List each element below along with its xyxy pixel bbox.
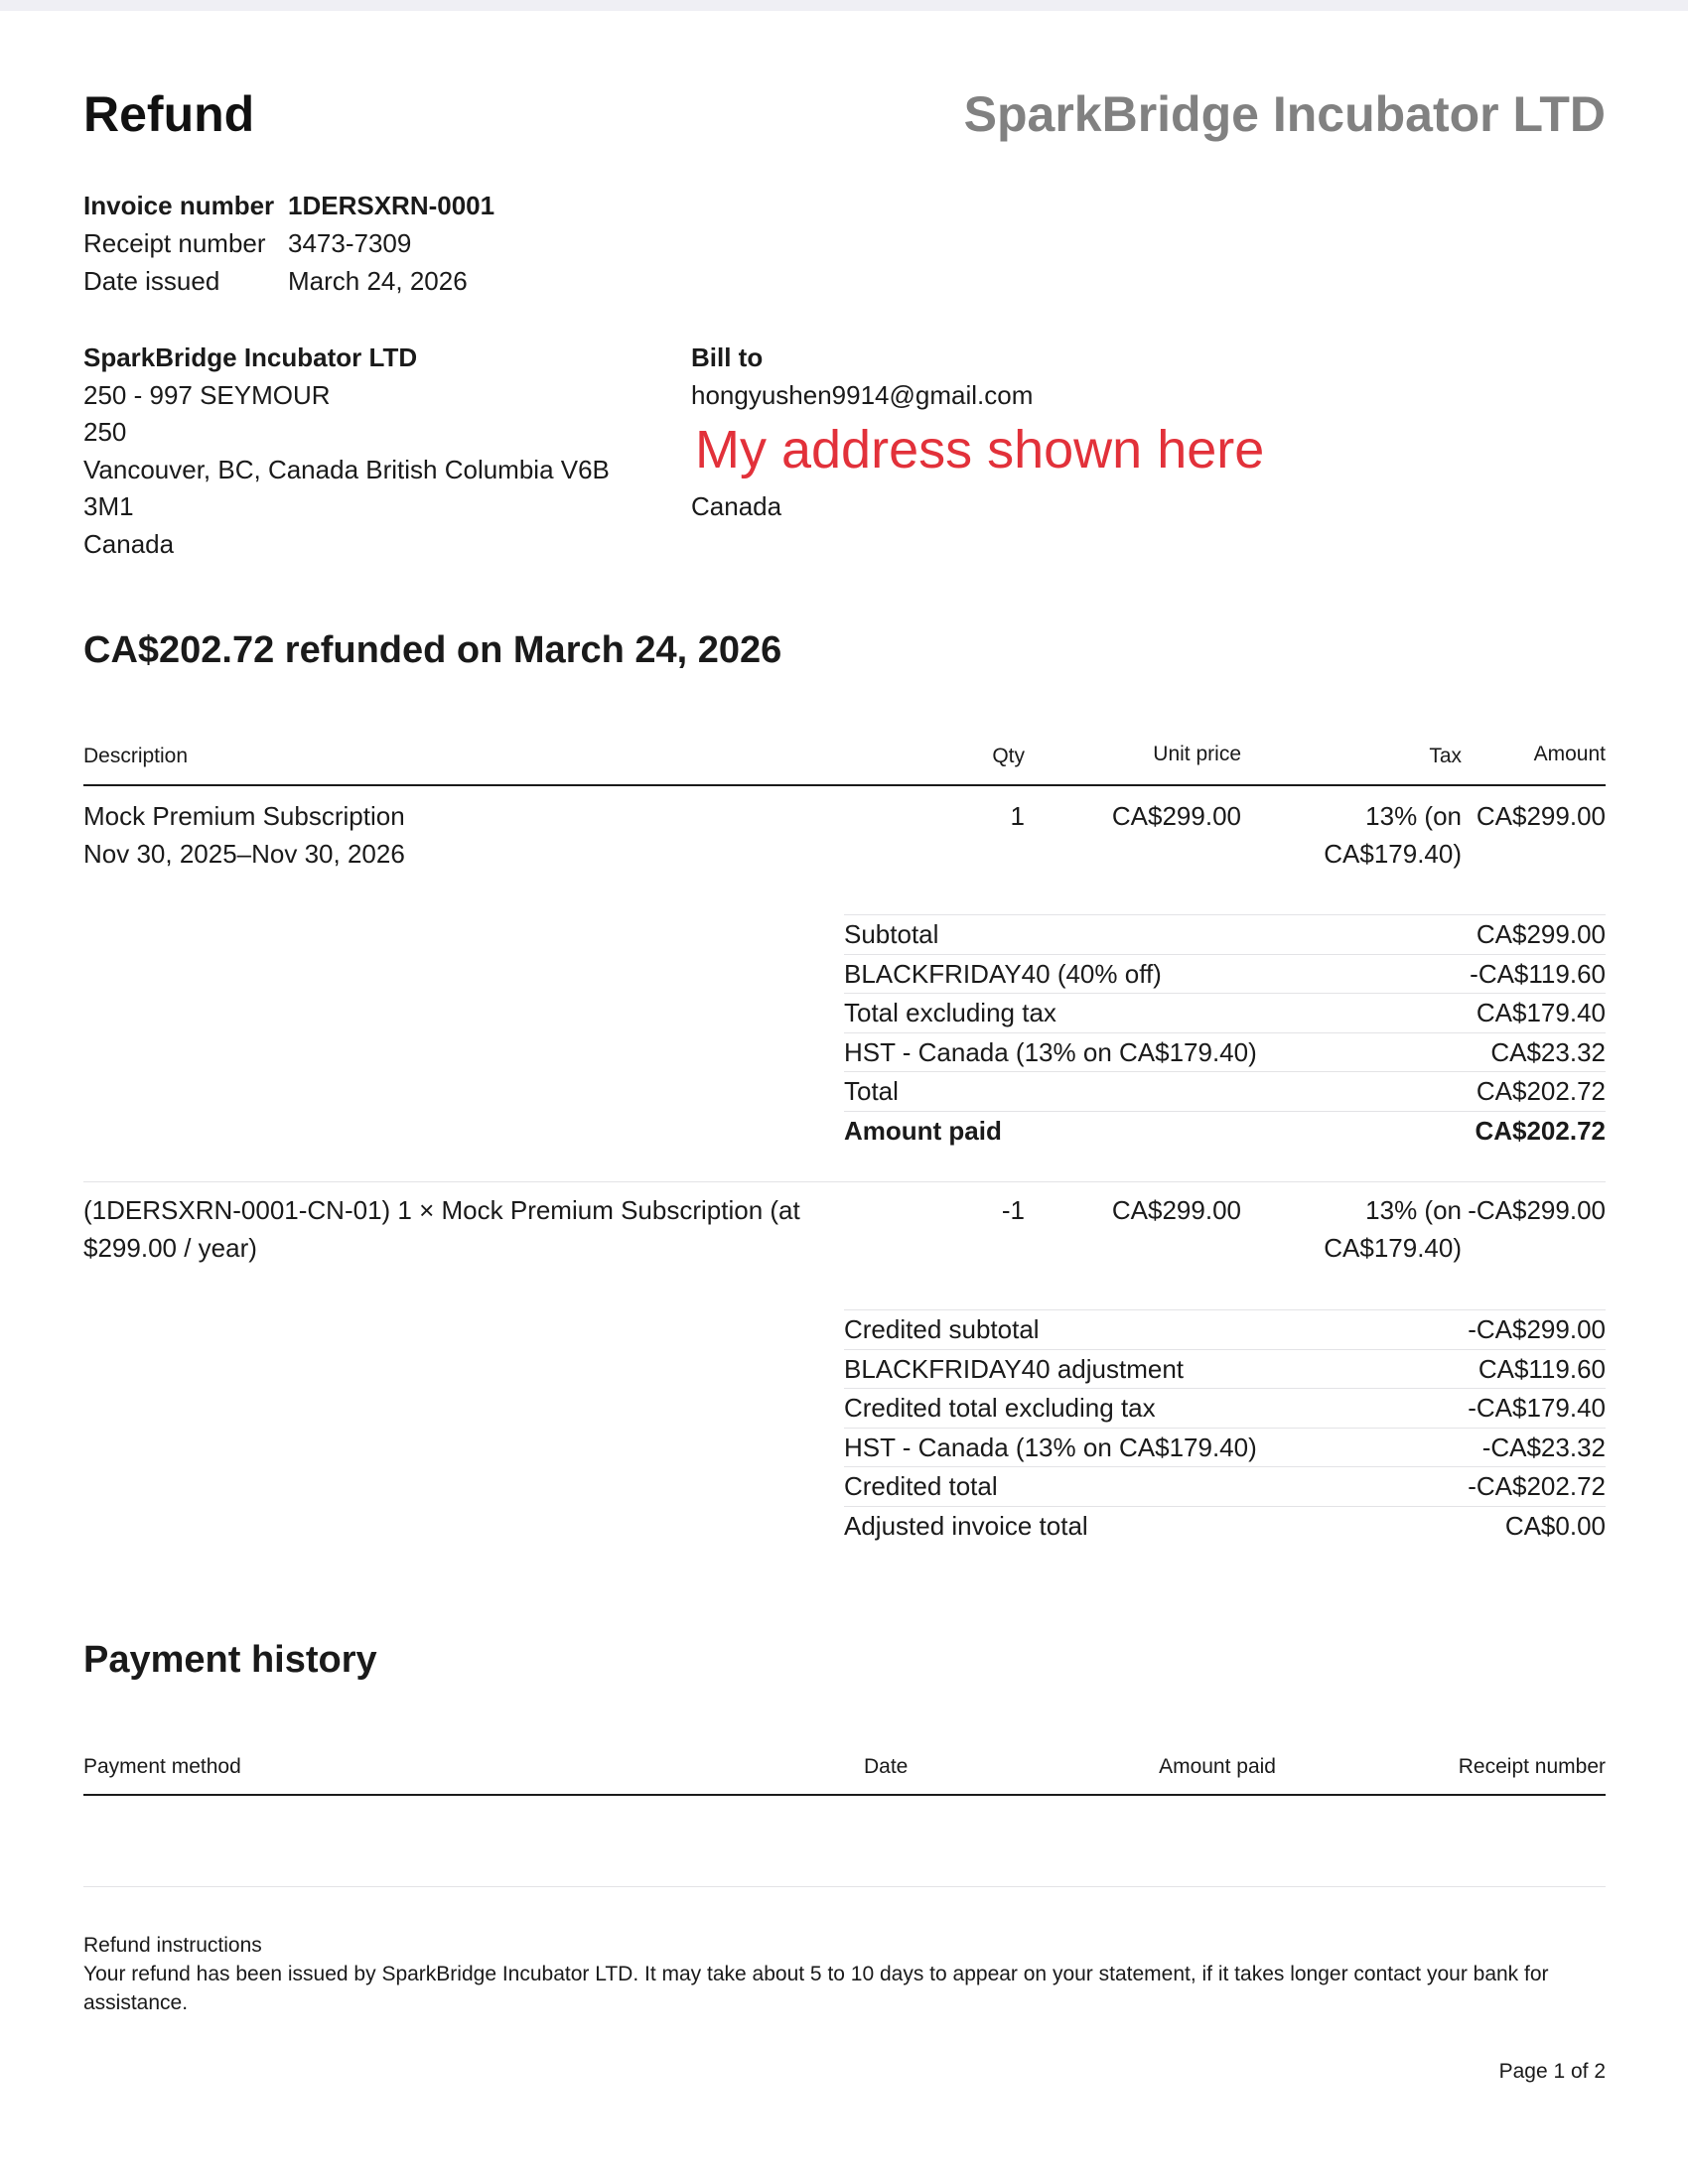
credit-label: Credited total [844, 1471, 998, 1501]
section-divider [83, 1181, 1606, 1182]
refund-instructions-heading: Refund instructions [83, 1934, 262, 1957]
meta-row-date-issued [83, 262, 494, 300]
totals-row-total [844, 1071, 1606, 1111]
page-indicator: Page 1 of 2 [1498, 2060, 1606, 2083]
credit-value: -CA$202.72 [1468, 1471, 1606, 1501]
meta-label: Receipt number [83, 228, 266, 258]
totals-value: -CA$119.60 [1470, 959, 1606, 989]
document-meta [83, 187, 494, 300]
totals-value: CA$202.72 [1476, 1076, 1606, 1106]
address-redaction-note: My address shown here [695, 420, 1265, 479]
totals-label: Total excluding tax [844, 998, 1056, 1027]
totals-label: Subtotal [844, 919, 939, 949]
line-item-description: Mock Premium Subscription [83, 801, 405, 831]
line-item-tax: 13% (on [1365, 801, 1462, 831]
credit-row-adjusted-invoice-total [844, 1506, 1606, 1546]
payment-col-receipt-number: Receipt number [1458, 1755, 1606, 1778]
col-header-unit-price: Unit price [1153, 743, 1241, 765]
credit-item-qty: -1 [1001, 1195, 1025, 1225]
meta-row-invoice-number [83, 187, 494, 224]
totals-row-subtotal [844, 914, 1606, 954]
credit-label: Adjusted invoice total [844, 1511, 1088, 1541]
totals-row-discount [844, 954, 1606, 994]
credit-label: HST - Canada (13% on CA$179.40) [844, 1433, 1257, 1462]
credit-label: Credited total excluding tax [844, 1393, 1156, 1423]
line-item-period: Nov 30, 2025–Nov 30, 2026 [83, 839, 405, 869]
document-title: Refund [83, 86, 255, 142]
bill-to-email: hongyushen9914@gmail.com [691, 379, 1034, 410]
meta-value: 1DERSXRN-0001 [288, 191, 495, 220]
line-item-amount: CA$299.00 [1476, 801, 1606, 831]
credit-item-tax-basis: CA$179.40) [1324, 1233, 1462, 1263]
refund-instructions-body: Your refund has been issued by SparkBridge Incubator LTD. It may take about 5 to 10 days to appear on your statement, if it takes longer contact your bank for assistance. [83, 1963, 1549, 2014]
totals-row-hst [844, 1032, 1606, 1072]
refund-summary: CA$202.72 refunded on March 24, 2026 [83, 629, 782, 671]
line-item-tax-basis: CA$179.40) [1324, 839, 1462, 869]
line-item-qty: 1 [1010, 801, 1025, 831]
totals-label: Amount paid [844, 1116, 1002, 1146]
totals-value: CA$202.72 [1475, 1116, 1606, 1146]
credit-item-tax: 13% (on [1365, 1195, 1462, 1225]
payment-col-method: Payment method [83, 1755, 241, 1778]
seller-address-line: 250 [83, 417, 127, 447]
credit-label: Credited subtotal [844, 1314, 1040, 1344]
credit-value: -CA$299.00 [1468, 1314, 1606, 1344]
meta-value: March 24, 2026 [288, 266, 468, 296]
meta-row-receipt-number [83, 224, 494, 262]
col-header-qty: Qty [992, 745, 1025, 767]
credit-value: -CA$23.32 [1481, 1433, 1606, 1462]
totals-label: HST - Canada (13% on CA$179.40) [844, 1037, 1257, 1067]
totals-row-amount-paid [844, 1111, 1606, 1151]
seller-address [83, 340, 639, 563]
totals-value: CA$299.00 [1476, 919, 1606, 949]
meta-value: 3473-7309 [288, 228, 412, 258]
footer-divider [83, 1886, 1606, 1887]
seller-address-line: Vancouver, BC, Canada British Columbia V6B [83, 454, 610, 484]
meta-label: Invoice number [83, 191, 275, 220]
credit-row-discount-adjustment [844, 1349, 1606, 1389]
totals-label: BLACKFRIDAY40 (40% off) [844, 959, 1162, 989]
refund-document [83, 0, 1606, 2184]
totals-row-total-excl-tax [844, 993, 1606, 1032]
credit-row-hst [844, 1428, 1606, 1467]
meta-label: Date issued [83, 266, 220, 296]
seller-address-line: 3M1 [83, 491, 134, 521]
payment-col-date: Date [864, 1755, 909, 1778]
credit-row-credited-total [844, 1466, 1606, 1506]
bill-to-heading: Bill to [691, 342, 764, 372]
credit-item-description: (1DERSXRN-0001-CN-01) 1 × Mock Premium Subscription (at [83, 1195, 800, 1225]
seller-address-line: 250 - 997 SEYMOUR [83, 379, 331, 410]
credit-row-subtotal [844, 1309, 1606, 1349]
company-header-name: SparkBridge Incubator LTD [963, 86, 1606, 142]
totals-value: CA$179.40 [1476, 998, 1606, 1027]
credit-value: -CA$179.40 [1468, 1393, 1606, 1423]
seller-address-line: Canada [83, 528, 175, 559]
table-header-rule [83, 784, 1606, 786]
payment-history-title: Payment history [83, 1639, 377, 1681]
totals-value: CA$23.32 [1490, 1037, 1606, 1067]
credit-value: CA$119.60 [1477, 1354, 1606, 1384]
col-header-amount: Amount [1533, 743, 1606, 765]
credit-row-total-excl-tax [844, 1388, 1606, 1428]
credit-item-unit-price: CA$299.00 [1111, 1195, 1241, 1225]
credit-item-description-cont: $299.00 / year) [83, 1233, 257, 1263]
credit-label: BLACKFRIDAY40 adjustment [844, 1354, 1184, 1384]
credit-value: CA$0.00 [1504, 1511, 1606, 1541]
payment-table-header-rule [83, 1794, 1606, 1796]
line-item-unit-price: CA$299.00 [1111, 801, 1241, 831]
col-header-description: Description [83, 745, 189, 767]
refund-instructions [83, 1931, 1606, 2017]
payment-col-amount-paid: Amount paid [1159, 1755, 1276, 1778]
credit-item-amount: -CA$299.00 [1468, 1195, 1606, 1225]
bill-to-country: Canada [691, 491, 782, 521]
seller-name: SparkBridge Incubator LTD [83, 342, 418, 372]
totals-label: Total [844, 1076, 899, 1106]
col-header-tax: Tax [1429, 745, 1462, 767]
